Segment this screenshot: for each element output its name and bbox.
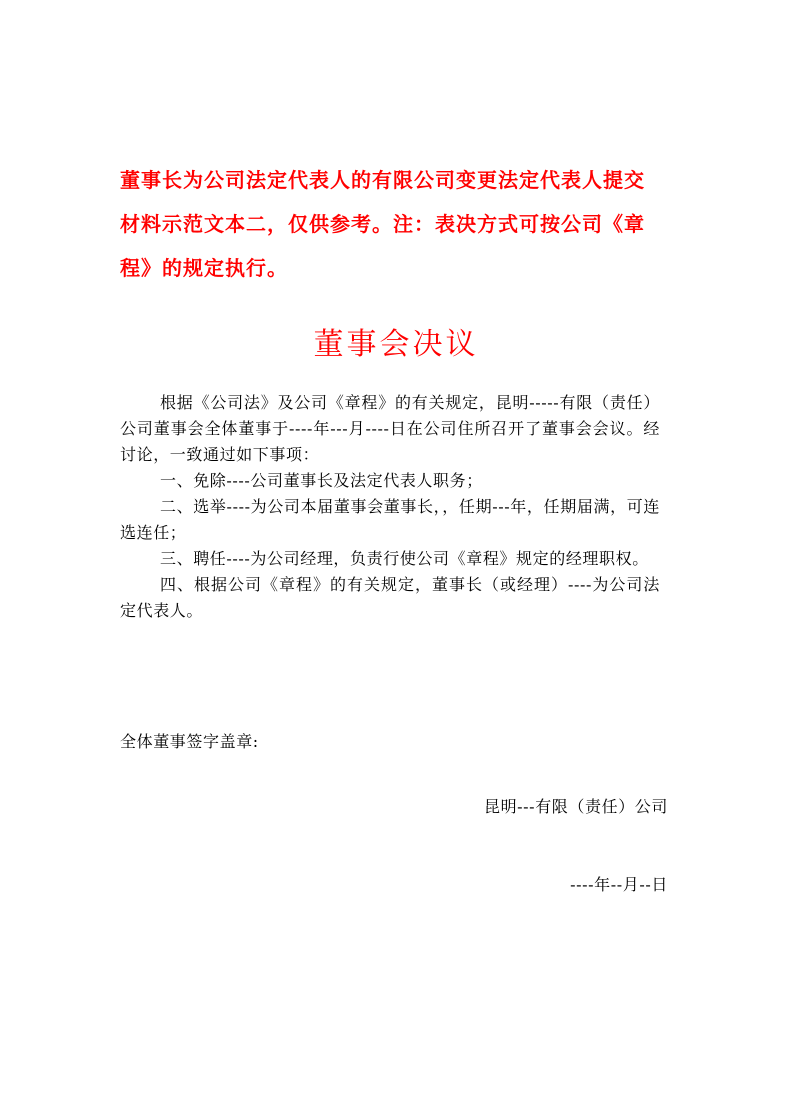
company-name: 昆明---有限（责任）公司	[483, 797, 668, 816]
item-4-paragraph: 四、根据公司《章程》的有关规定，董事长（或经理）----为公司法定代表人。	[120, 575, 660, 620]
intro-paragraph: 根据《公司法》及公司《章程》的有关规定，昆明-----有限（责任）公司董事会全体董事于----年---月----日在公司住所召开了董事会会议。经讨论，一致通过如下事项：	[120, 393, 660, 464]
resolution-body	[120, 390, 660, 624]
template-notice: 董事长为公司法定代表人的有限公司变更法定代表人提交材料示范文本二，仅供参考。注：表决方式可按公司《章程》的规定执行。	[120, 168, 645, 280]
item-3-paragraph: 三、聘任----为公司经理，负责行使公司《章程》规定的经理职权。	[160, 549, 649, 568]
item-1-paragraph: 一、免除----公司董事长及法定代表人职务；	[160, 471, 483, 490]
resolution-date: ----年--月--日	[570, 875, 668, 894]
item-2-paragraph: 二、选举----为公司本届董事会董事长，，任期---年，任期届满，可连选连任；	[120, 497, 660, 542]
signature-label: 全体董事签字盖章:	[120, 732, 259, 751]
resolution-title: 董事会决议	[313, 327, 479, 362]
